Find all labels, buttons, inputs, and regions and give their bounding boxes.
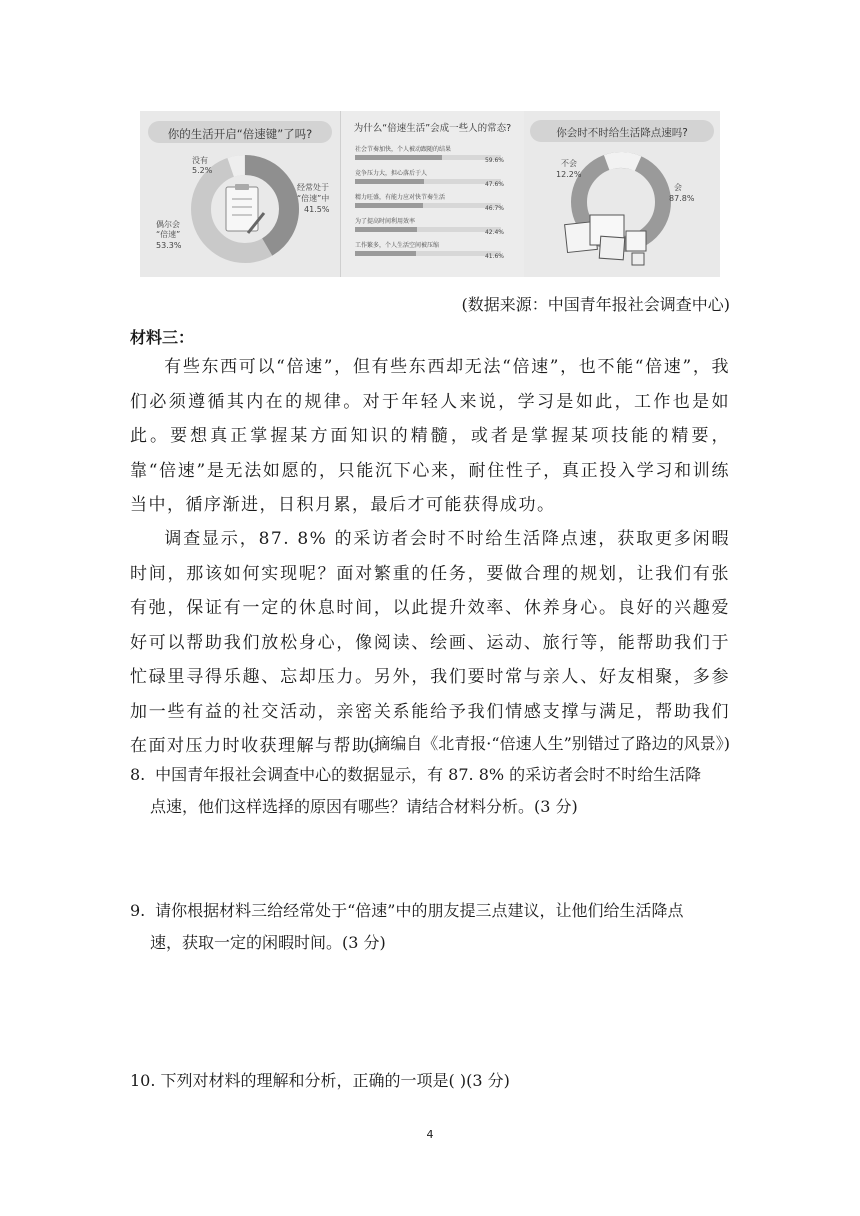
sticky-notes-icon (560, 209, 660, 273)
label-yes: 会 (674, 183, 682, 192)
label-often-2: “倍速”中 (297, 194, 330, 203)
bar-value: 41.6% (484, 253, 504, 260)
question-text: 下列对材料的理解和分析，正确的一项是( )(3 分) (160, 1071, 510, 1090)
bar-fill (355, 203, 423, 208)
bar-label: 工作繁多，个人生活空间被压缩 (355, 242, 440, 249)
label-sometimes-2: “倍速” (156, 230, 181, 239)
question-text-cont: 点速，他们这样选择的原因有哪些？请结合材料分析。(3 分) (150, 797, 578, 816)
label-sometimes: 偶尔会 (156, 220, 180, 229)
question-number: 8. (130, 765, 146, 784)
panel-title: 你的生活开启“倍速键”了吗? (167, 127, 313, 141)
label-never: 没有 (192, 156, 208, 165)
bar-track (355, 251, 501, 256)
bar-fill (355, 179, 424, 184)
panel-title: 你会时不时给生活降点速吗? (556, 127, 688, 139)
label-no: 不会 (561, 159, 577, 168)
page-number: 4 (426, 1128, 434, 1141)
question-text-cont: 速，获取一定的闲暇时间。(3 分) (150, 933, 386, 952)
question-10 (130, 1065, 730, 1097)
question-9 (130, 895, 730, 959)
section-heading: 材料三： (130, 328, 195, 347)
label-often: 经常处于 (297, 183, 329, 192)
question-8 (130, 759, 730, 823)
panel-reasons (340, 111, 525, 277)
panel-speed-mode (140, 111, 340, 277)
bar-value: 59.6% (484, 157, 504, 164)
bar-fill (355, 155, 442, 160)
bar-label: 精力旺盛，有能力应对快节奏生活 (355, 194, 446, 201)
question-number: 10. (130, 1071, 156, 1090)
bar-track (355, 203, 501, 208)
bar-value: 47.6% (484, 181, 504, 188)
bar-fill (355, 251, 416, 256)
bar-label: 竞争压力大，担心落后于人 (355, 170, 428, 177)
citation: (摘编自《北青报·“倍速人生”别错过了路边的风景》) (368, 734, 730, 753)
question-text: 请你根据材料三给经常处于“倍速”中的朋友提三点建议，让他们给生活降点 (155, 901, 684, 920)
panel-slow-down (524, 111, 720, 277)
paragraph-2-text: 调查显示，87. 8% 的采访者会时不时给生活降点速，获取更多闲暇时间，那该如何实现呢？面对繁重的任务，要做合理的规划，让我们有张有弛，保证有一定的休息时间，以此提升效率、休养身心。良好的兴趣爱好可以帮助我们放松身心，像阅读、绘画、运动、旅行等，能帮助我们于忙碌里寻得乐趣、忘却压力。另外，我们要时常与亲人、好友相聚，多参加一些有益的社交活动，亲密关系能给予我们情感支撑与满足，帮助我们在面对压力时收获理解与帮助。 (130, 529, 730, 756)
bar-track (355, 227, 501, 232)
value-sometimes: 53.3% (156, 241, 182, 250)
bar-value: 42.4% (484, 229, 504, 236)
clipboard-icon (222, 183, 268, 237)
bar-track (355, 155, 501, 160)
paragraph-1-text: 有些东西可以“倍速”，但有些东西却无法“倍速”，也不能“倍速”，我们必须遵循其内在的规律。对于年轻人来说，学习是如此，工作也是如此。要想真正掌握某方面知识的精髓，或者是掌握某项技能的精要，靠“倍速”是无法如愿的，只能沉下心来，耐住性子，真正投入学习和训练当中，循序渐进，日积月累，最后才可能获得成功。 (130, 357, 730, 515)
question-text: 中国青年报社会调查中心的数据显示，有 87. 8% 的采访者会时不时给生活降 (155, 765, 702, 784)
bar-label: 为了提高时间利用效率 (355, 218, 416, 225)
bar-track (355, 179, 501, 184)
bar-fill (355, 227, 417, 232)
bar-value: 46.7% (484, 205, 504, 212)
value-often: 41.5% (304, 205, 330, 214)
question-number: 9. (130, 901, 146, 920)
value-yes: 87.8% (669, 194, 695, 203)
survey-infographic (140, 111, 720, 277)
paragraph-1 (130, 350, 730, 523)
value-no: 12.2% (556, 170, 582, 179)
paragraph-2 (130, 522, 730, 764)
bar-label: 社会节奏加快，个人被动跟随的结果 (355, 146, 452, 153)
data-source: (数据来源：中国青年报社会调查中心) (461, 295, 730, 314)
panel-title: 为什么“倍速生活”会成一些人的常态? (353, 123, 512, 134)
value-never: 5.2% (192, 166, 213, 175)
